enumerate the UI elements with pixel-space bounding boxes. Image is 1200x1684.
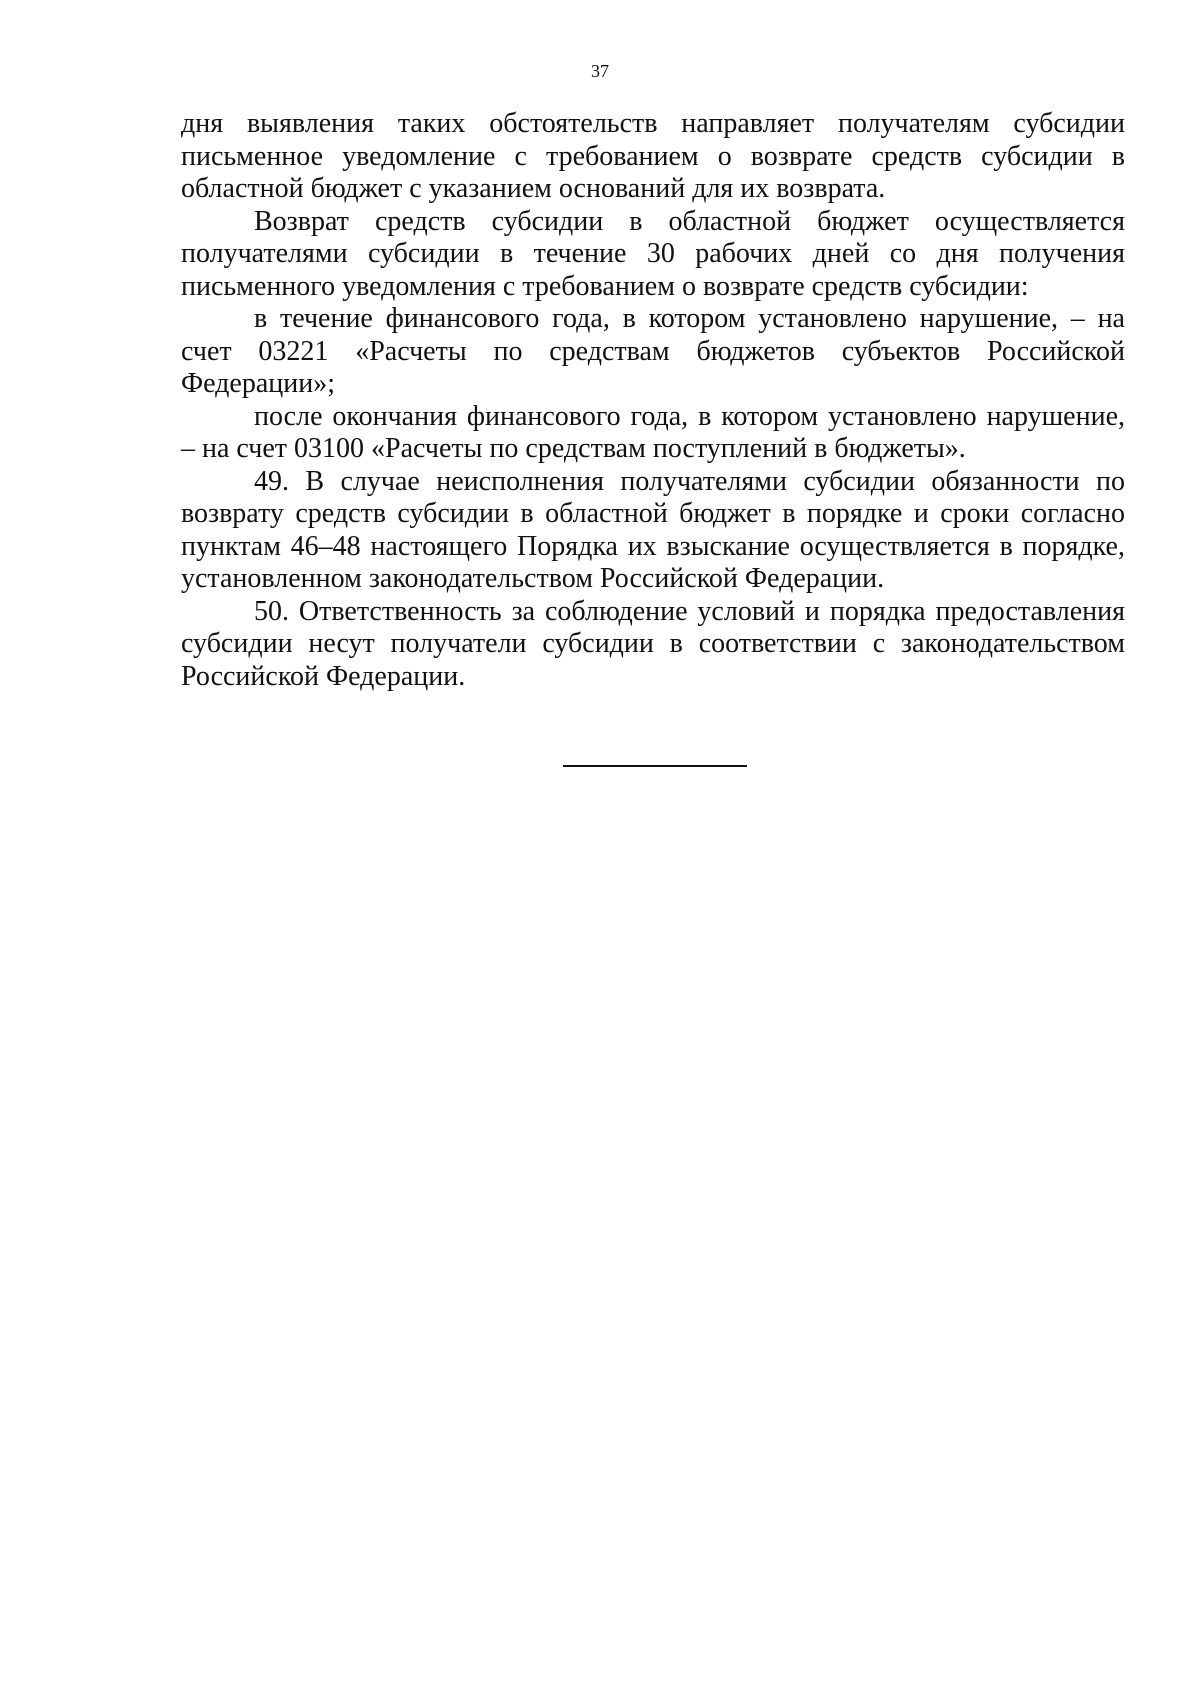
paragraph-refund-current-year: в течение финансового года, в котором установлено нарушение, – на счет 03221 «Расчеты по средствам бюджетов субъектов Российской Федерации»;	[181, 303, 1125, 399]
end-of-document-rule	[563, 765, 747, 767]
document-body	[181, 108, 1125, 693]
paragraph-refund-after-year: после окончания финансового года, в котором установлено нарушение, – на счет 03100 «Расчеты по средствам поступлений в бюджеты».	[181, 400, 1125, 464]
paragraph-refund-terms: Возврат средств субсидии в областной бюджет осуществляется получателями субсидии в течение 30 рабочих дней со дня получения письменного уведомления с требованием о возврате средств субсидии:	[181, 205, 1125, 302]
paragraph-continuation: дня выявления таких обстоятельств направляет получателям субсидии письменное уведомление с требованием о возврате средств субсидии в областной бюджет с указанием оснований для их возврата.	[181, 108, 1125, 204]
paragraph-clause-50: 50. Ответственность за соблюдение условий и порядка предоставления субсидии несут получатели субсидии в соответствии с законодательством Российской Федерации.	[181, 595, 1125, 692]
page-number: 37	[591, 61, 609, 81]
paragraph-clause-49: 49. В случае неисполнения получателями субсидии обязанности по возврату средств субсидии в областной бюджет в порядке и сроки согласно пунктам 46–48 настоящего Порядка их взыскание осуществляется в порядке, установленном законодательством Российской Федерации.	[181, 465, 1125, 594]
